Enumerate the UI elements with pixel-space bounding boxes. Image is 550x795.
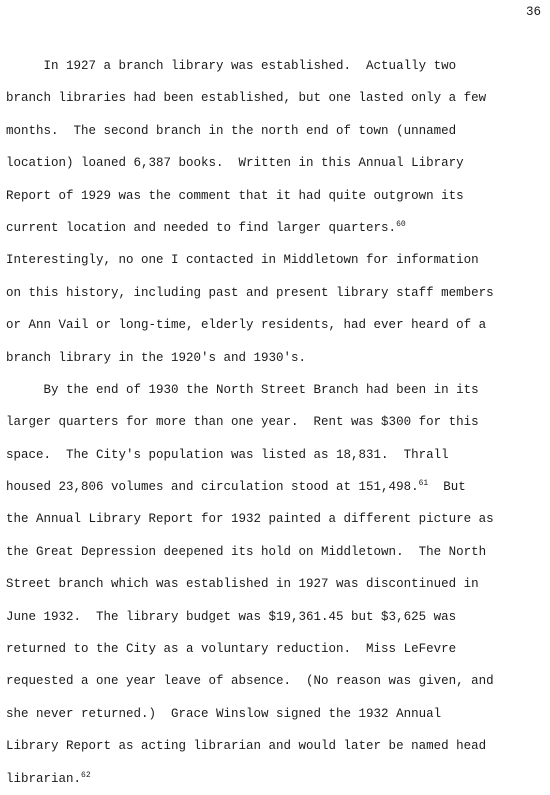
line-text: Street branch which was established in 1927 was discontinued in — [6, 577, 479, 592]
line-text: By the end of 1930 the North Street Branch had been in its — [6, 382, 479, 397]
line-text: Interestingly, no one I contacted in Middletown for information — [6, 253, 479, 268]
line-text: she never returned.) Grace Winslow signed the 1932 Annual — [6, 706, 442, 721]
text-line — [6, 212, 546, 244]
text-line — [6, 277, 546, 309]
line-text: June 1932. The library budget was $19,361.45 but $3,625 was — [6, 609, 457, 624]
text-line — [6, 730, 546, 762]
text-line — [6, 698, 546, 730]
line-text: librarian. — [6, 771, 82, 786]
line-text: larger quarters for more than one year. Rent was $300 for this — [6, 415, 479, 430]
text-line — [6, 50, 546, 82]
footnote-marker: 60 — [396, 219, 406, 229]
text-line — [6, 406, 546, 438]
line-text-tail: But — [428, 480, 466, 495]
text-line — [6, 536, 546, 568]
text-line — [6, 633, 546, 665]
text-line — [6, 244, 546, 276]
text-line — [6, 342, 546, 374]
text-line — [6, 503, 546, 535]
text-line — [6, 147, 546, 179]
text-line — [6, 374, 546, 406]
line-text: In 1927 a branch library was established. Actually two — [6, 59, 457, 73]
text-line — [6, 763, 546, 795]
line-text: current location and needed to find larger quarters. — [6, 220, 397, 235]
text-line — [6, 180, 546, 212]
line-text: branch library in the 1920's and 1930's. — [6, 350, 307, 365]
line-text: requested a one year leave of absence. (No reason was given, and — [6, 674, 494, 689]
body-text — [6, 50, 546, 795]
line-text: or Ann Vail or long-time, elderly residents, had ever heard of a — [6, 318, 487, 333]
text-line — [6, 309, 546, 341]
line-text: Report of 1929 was the comment that it had quite outgrown its — [6, 188, 464, 203]
line-text: space. The City's population was listed as 18,831. Thrall — [6, 447, 449, 462]
footnote-marker: 61 — [418, 479, 429, 489]
line-text: branch libraries had been established, but one lasted only a few — [6, 91, 487, 106]
text-line — [6, 115, 546, 147]
line-text: the Annual Library Report for 1932 painted a different picture as — [6, 512, 494, 527]
text-line — [6, 471, 546, 503]
text-line — [6, 568, 546, 600]
line-text: housed 23,806 volumes and circulation stood at 151,498. — [6, 480, 419, 495]
text-line — [6, 82, 546, 114]
text-line — [6, 665, 546, 697]
footnote-marker: 62 — [81, 770, 91, 780]
line-text: returned to the City as a voluntary reduction. Miss LeFevre — [6, 642, 457, 657]
page-number: 36 — [525, 5, 541, 19]
text-line — [6, 601, 546, 633]
line-text: the Great Depression deepened its hold on Middletown. The North — [6, 544, 487, 559]
line-text: location) loaned 6,387 books. Written in this Annual Library — [6, 156, 464, 171]
line-text: months. The second branch in the north end of town (unnamed — [6, 123, 457, 138]
line-text: on this history, including past and present library staff members — [6, 285, 494, 300]
line-text: Library Report as acting librarian and would later be named head — [6, 739, 487, 754]
text-line — [6, 439, 546, 471]
